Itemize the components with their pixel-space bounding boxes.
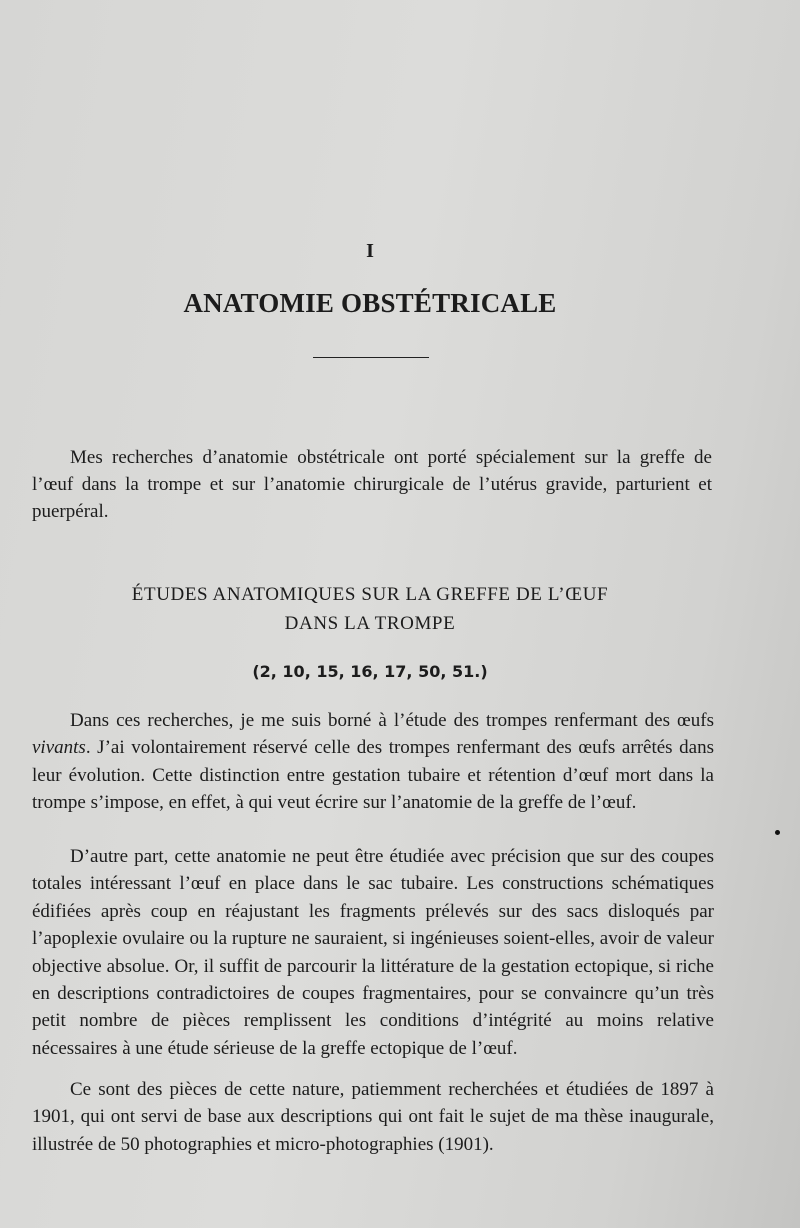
reference-numbers: (2, 10, 15, 16, 17, 50, 51.) [252, 662, 488, 681]
intro-paragraph: Mes recherches d’anatomie obstétricale ont porté spécialement sur la greffe de l’œuf dans la trompe et sur l’anatomie chirurgicale de l’utérus gravide, parturient et puerpéral. [32, 447, 712, 522]
section-heading-line-2: DANS LA TROMPE [284, 613, 456, 634]
section-heading-line-1: ÉTUDES ANATOMIQUES SUR LA GREFFE DE L’ŒUF [131, 584, 609, 605]
chapter-title: ANATOMIE OBSTÉTRICALE [183, 288, 557, 318]
section-heading [0, 580, 740, 638]
body-paragraph-1 [32, 707, 714, 817]
paragraph-1-text-start: Dans ces recherches, je me suis borné à l’étude des trompes renfermant des œufs [70, 710, 714, 731]
paragraph-1-italic-word: vivants [32, 737, 86, 759]
ink-speck [775, 830, 780, 835]
body-paragraph-2: D’autre part, cette anatomie ne peut être étudiée avec précision que sur des coupes totales intéressant l’œuf en place dans le sac tubaire. Les constructions schématiques édifiées après coup en réajustant les fragments prélevés sur des sacs disloqués par l’apoplexie ovulaire ou la rupture ne sauraient, si ingénieuses soient-elles, avoir de valeur objective absolue. Or, il suffit de parcourir la littérature de la gestation ectopique, si riche en descriptions contradictoires de coupes fragmentaires, pour se convaincre qu’un très petit nombre de pièces remplissent les conditions d’intégrité au moins relative nécessaires à une étude sérieuse de la greffe ectopique de l’œuf. [32, 846, 714, 1059]
body-paragraph-3: Ce sont des pièces de cette nature, patiemment recherchées et étudiées de 1897 à 1901, qui ont servi de base aux descriptions qui ont fait le sujet de ma thèse inaugurale, illustrée de 50 photographies et micro-photographies (1901). [32, 1079, 714, 1155]
title-divider [313, 357, 429, 358]
chapter-number: I [366, 240, 374, 262]
paragraph-1-text-end: . J’ai volontairement réservé celle des trompes renfermant des œufs arrêtés dans leur évolution. Cette distinction entre gestation tubaire et rétention d’œuf mort dans la trompe s’impose, en effet, à qui veut écrire sur l’anatomie de la greffe de l’œuf. [32, 737, 714, 814]
